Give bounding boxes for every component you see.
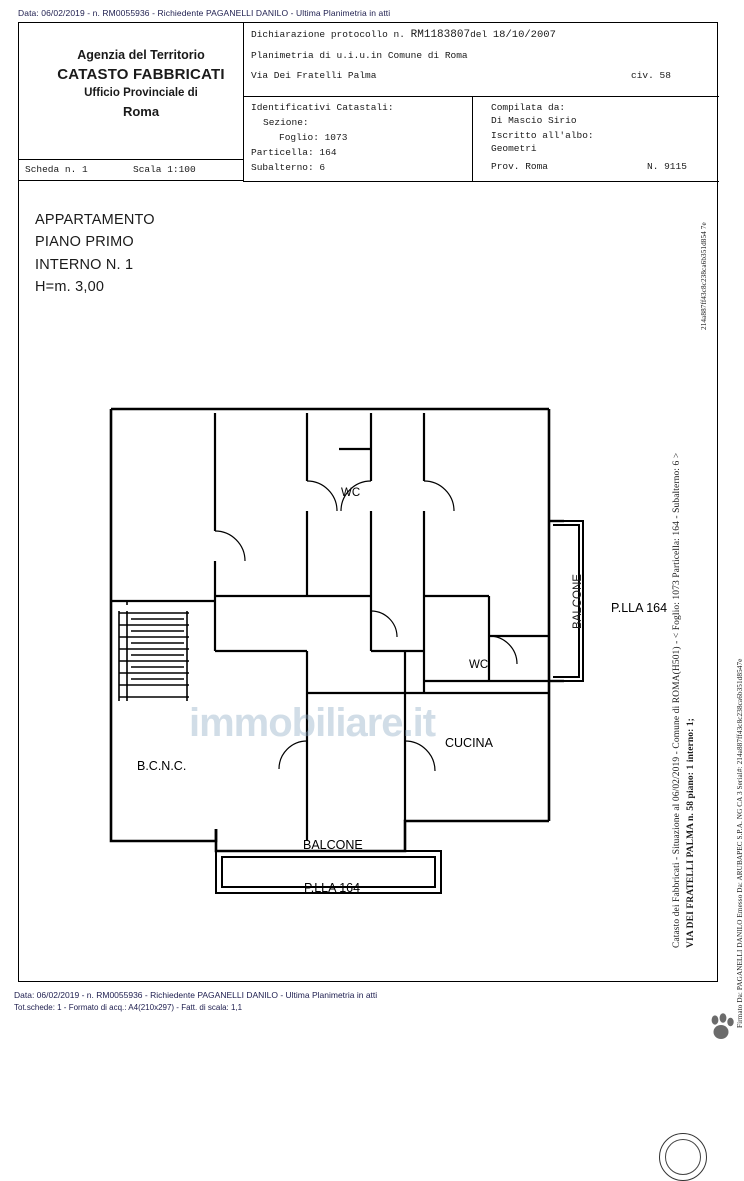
agency-line2: CATASTO FABBRICATI <box>57 65 225 83</box>
scheda-strip <box>19 159 243 181</box>
watermark-immobiliare: immobiliare.it <box>189 701 436 745</box>
parcel-label-right: P.LLA 164 <box>611 601 668 615</box>
scheda-scale: Scala 1:100 <box>133 164 196 175</box>
document-frame <box>18 22 718 982</box>
room-label-balcone-right: BALCONE <box>572 574 584 629</box>
compilata-name: Di Mascio Sirio <box>491 115 577 126</box>
identificativi-title: Identificativi Catastali: <box>251 102 394 113</box>
declaration-del-label: del <box>470 29 488 40</box>
drawing-area <box>19 181 719 981</box>
declaration-comune-line: Planimetria di u.i.u.in Comune di Roma <box>251 50 468 61</box>
compilata-numero: N. 9115 <box>647 161 687 172</box>
agency-line1: Agenzia del Territorio <box>77 48 205 62</box>
compilata-box <box>473 97 719 181</box>
room-label-cucina: CUCINA <box>445 736 493 750</box>
declaration-label: Dichiarazione protocollo n. <box>251 29 405 40</box>
vertical-firmato-text: Firmato Da: PAGANELLI DANILO Emesso Da: ARUBAPEC S.P.A. NG CA 3 Serial#: 214a887ff43c8c238ca6b351d8547e <box>736 658 744 1028</box>
apartment-line4: H=m. 3,00 <box>35 279 105 296</box>
identificativi-box <box>243 97 473 181</box>
agency-line4: Roma <box>122 103 160 119</box>
declaration-box <box>243 23 719 97</box>
signature-stamp-circle <box>659 1133 707 1181</box>
vertical-serial-text: 214a887ff43c8c238ca6b351d854 7e <box>700 222 708 330</box>
identificativi-sezione: Sezione: <box>263 117 309 128</box>
identificativi-subalterno: Subalterno: 6 <box>251 162 326 173</box>
agency-block <box>41 47 241 120</box>
room-label-balcone-bottom: BALCONE <box>303 838 363 852</box>
room-label-wc-top: WC <box>341 487 361 499</box>
paw-logo-icon <box>708 1012 736 1042</box>
bottom-request-note: Data: 06/02/2019 - n. RM0055936 - Richiedente PAGANELLI DANILO - Ultima Planimetria in atti <box>14 990 378 1000</box>
apartment-line2: PIANO PRIMO <box>35 234 134 251</box>
agency-line3: Ufficio Provinciale di <box>84 87 198 100</box>
vertical-catasto-text: Catasto dei Fabbricati - Situazione al 06/02/2019 - Comune di ROMA(H501) - < Foglio: 1073 Particella: 164 - Subalterno: 6 > <box>672 452 682 948</box>
bottom-format-note: Tot.schede: 1 - Formato di acq.: A4(210x297) - Fatt. di scala: 1,1 <box>14 1003 243 1012</box>
identificativi-particella: Particella: 164 <box>251 147 337 158</box>
vertical-address-text: VIA DEI FRATELLI PALMA n. 58 piano: 1 interno: 1; <box>686 718 696 948</box>
declaration-civic-number: civ. 58 <box>631 70 671 81</box>
apartment-line3: INTERNO N. 1 <box>35 256 134 273</box>
compilata-albo: Geometri <box>491 143 537 154</box>
declaration-protocol-row <box>251 29 556 41</box>
identificativi-foglio: Foglio: 1073 <box>279 132 348 143</box>
compilata-iscritto-label: Iscritto all'albo: <box>491 130 594 141</box>
room-label-wc-bottom: WC <box>469 659 489 671</box>
compilata-prov: Prov. Roma <box>491 161 549 172</box>
floor-plan-drawing <box>19 181 719 981</box>
scheda-number: Scheda n. 1 <box>25 164 88 175</box>
declaration-protocol-number: RM1183807 <box>410 29 471 41</box>
room-label-bcnc: B.C.N.C. <box>137 759 187 773</box>
apartment-line1: APPARTAMENTO <box>35 212 155 228</box>
declaration-date: 18/10/2007 <box>492 29 556 41</box>
compilata-title: Compilata da: <box>491 102 566 113</box>
declaration-address: Via Dei Fratelli Palma <box>251 70 377 81</box>
top-request-note: Data: 06/02/2019 - n. RM0055936 - Richiedente PAGANELLI DANILO - Ultima Planimetria in atti <box>18 8 391 18</box>
parcel-label-bottom: P.LLA 164 <box>304 881 361 895</box>
